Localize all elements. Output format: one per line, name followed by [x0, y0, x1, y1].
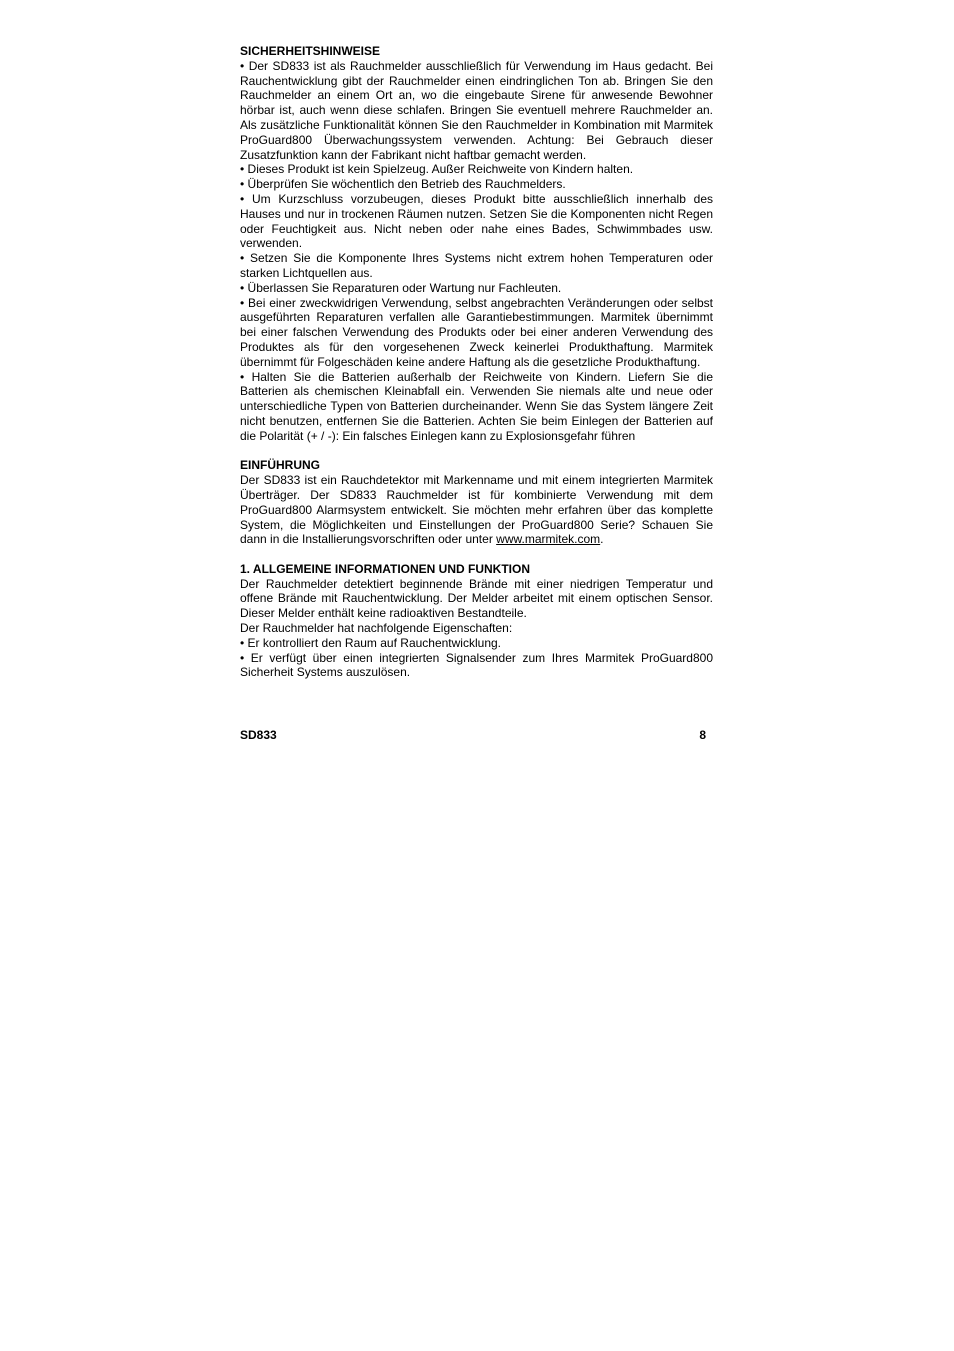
general-paragraph: Der Rauchmelder detektiert beginnende Brände mit einer niedrigen Temperatur und offene Brände mit Rauchentwicklung. Der Melder arbeitet mit einem optischen Sensor. Dieser Melder enthält keine radioaktiven Bestandteile. — [240, 576, 713, 621]
general-section — [240, 562, 713, 680]
safety-section — [240, 44, 713, 444]
safety-heading: SICHERHEITSHINWEISE — [240, 44, 381, 58]
safety-item: • Um Kurzschluss vorzubeugen, dieses Produkt bitte ausschließlich innerhalb des Hauses und nur in trockenen Räumen nutzen. Setzen Sie die Komponenten nicht Regen oder Feuchtigkeit aus. Nicht neben oder nahe eines Bades, Schwimmbades usw. verwenden. — [240, 191, 713, 251]
safety-item: • Überlassen Sie Reparaturen oder Wartung nur Fachleuten. — [240, 280, 562, 295]
intro-paragraph — [240, 473, 713, 547]
safety-item: • Der SD833 ist als Rauchmelder ausschließlich für Verwendung im Haus gedacht. Bei Rauchentwicklung gibt der Rauchmelder einen eindringlichen Ton ab. Bringen Sie den Rauchmelder an einem Ort an, wo die eingebaute Sirene für anwesende Bewohner hörbar ist, auch wenn diese schlafen. Bringen Sie eventuell mehrere Rauchmelder an. Als zusätzliche Funktionalität können Sie den Rauchmelder in Kombination mit Marmitek ProGuard800 Überwachungssystem verwenden. Achtung: Bei Gebrauch dieser Zusatzfunktion kann der Fabrikant nicht haftbar gemacht werden. — [240, 58, 713, 162]
document-page — [240, 44, 713, 680]
intro-text: Der SD833 ist ein Rauchdetektor mit Markenname und mit einem integrierten Marmitek Überträger. Der SD833 Rauchmelder ist für kombinierte Verwendung mit dem ProGuard800 Alarmsystem entwickelt. Sie möchten mehr erfahren über das komplette System, die Möglichkeiten und Einstellungen der ProGuard800 Serie? Schauen Sie dann in die Installierungsvorschriften oder unter — [240, 473, 713, 547]
section-spacer — [240, 547, 713, 562]
safety-item: • Setzen Sie die Komponente Ihres Systems nicht extrem hohen Temperaturen oder starken Lichtquellen aus. — [240, 251, 713, 280]
general-line: Der Rauchmelder hat nachfolgende Eigenschaften: — [240, 621, 513, 636]
general-heading: 1. ALLGEMEINE INFORMATIONEN UND FUNKTION — [240, 561, 530, 576]
safety-item: • Halten Sie die Batterien außerhalb der Reichweite von Kindern. Liefern Sie die Batterien als chemischen Kleinabfall ein. Verwenden Sie niemals alte und neue oder unterschiedliche Typen von Batterien durcheinander. Wenn Sie das System längere Zeit nicht benutzen, entfernen Sie die Batterien. Achten Sie beim Einlegen der Batterien auf die Polarität (+ / -): Ein falsches Einlegen kann zu Explosionsgefahr führen — [240, 369, 713, 443]
section-spacer — [240, 444, 713, 459]
page-footer — [240, 728, 706, 742]
general-line: • Er verfügt über einen integrierten Signalsender zum Ihres Marmitek ProGuard800 Sicherheit Systems auszulösen. — [240, 650, 713, 680]
general-line: • Er kontrolliert den Raum auf Rauchentwicklung. — [240, 635, 501, 650]
page-number: 8 — [699, 728, 706, 742]
marmitek-website-link[interactable]: www.marmitek.com — [496, 532, 601, 547]
intro-period: . — [600, 532, 604, 547]
intro-heading: EINFÜHRUNG — [240, 458, 320, 473]
safety-item: • Bei einer zweckwidrigen Verwendung, selbst angebrachten Veränderungen oder selbst ausgeführten Reparaturen verfallen alle Garantiebestimmungen. Marmitek übernimmt bei einer falschen Verwendung des Produkts oder bei einer anderen Verwendung des Produktes als für den vorgesehenen Zweck keinerlei Produkthaftung. Marmitek übernimmt für Folgeschäden keine andere Haftung als die gesetzliche Produkthaftung. — [240, 295, 713, 369]
intro-section — [240, 458, 713, 547]
footer-model: SD833 — [240, 728, 277, 742]
safety-item: • Dieses Produkt ist kein Spielzeug. Außer Reichweite von Kindern halten. — [240, 162, 634, 177]
safety-item: • Überprüfen Sie wöchentlich den Betrieb des Rauchmelders. — [240, 177, 566, 192]
